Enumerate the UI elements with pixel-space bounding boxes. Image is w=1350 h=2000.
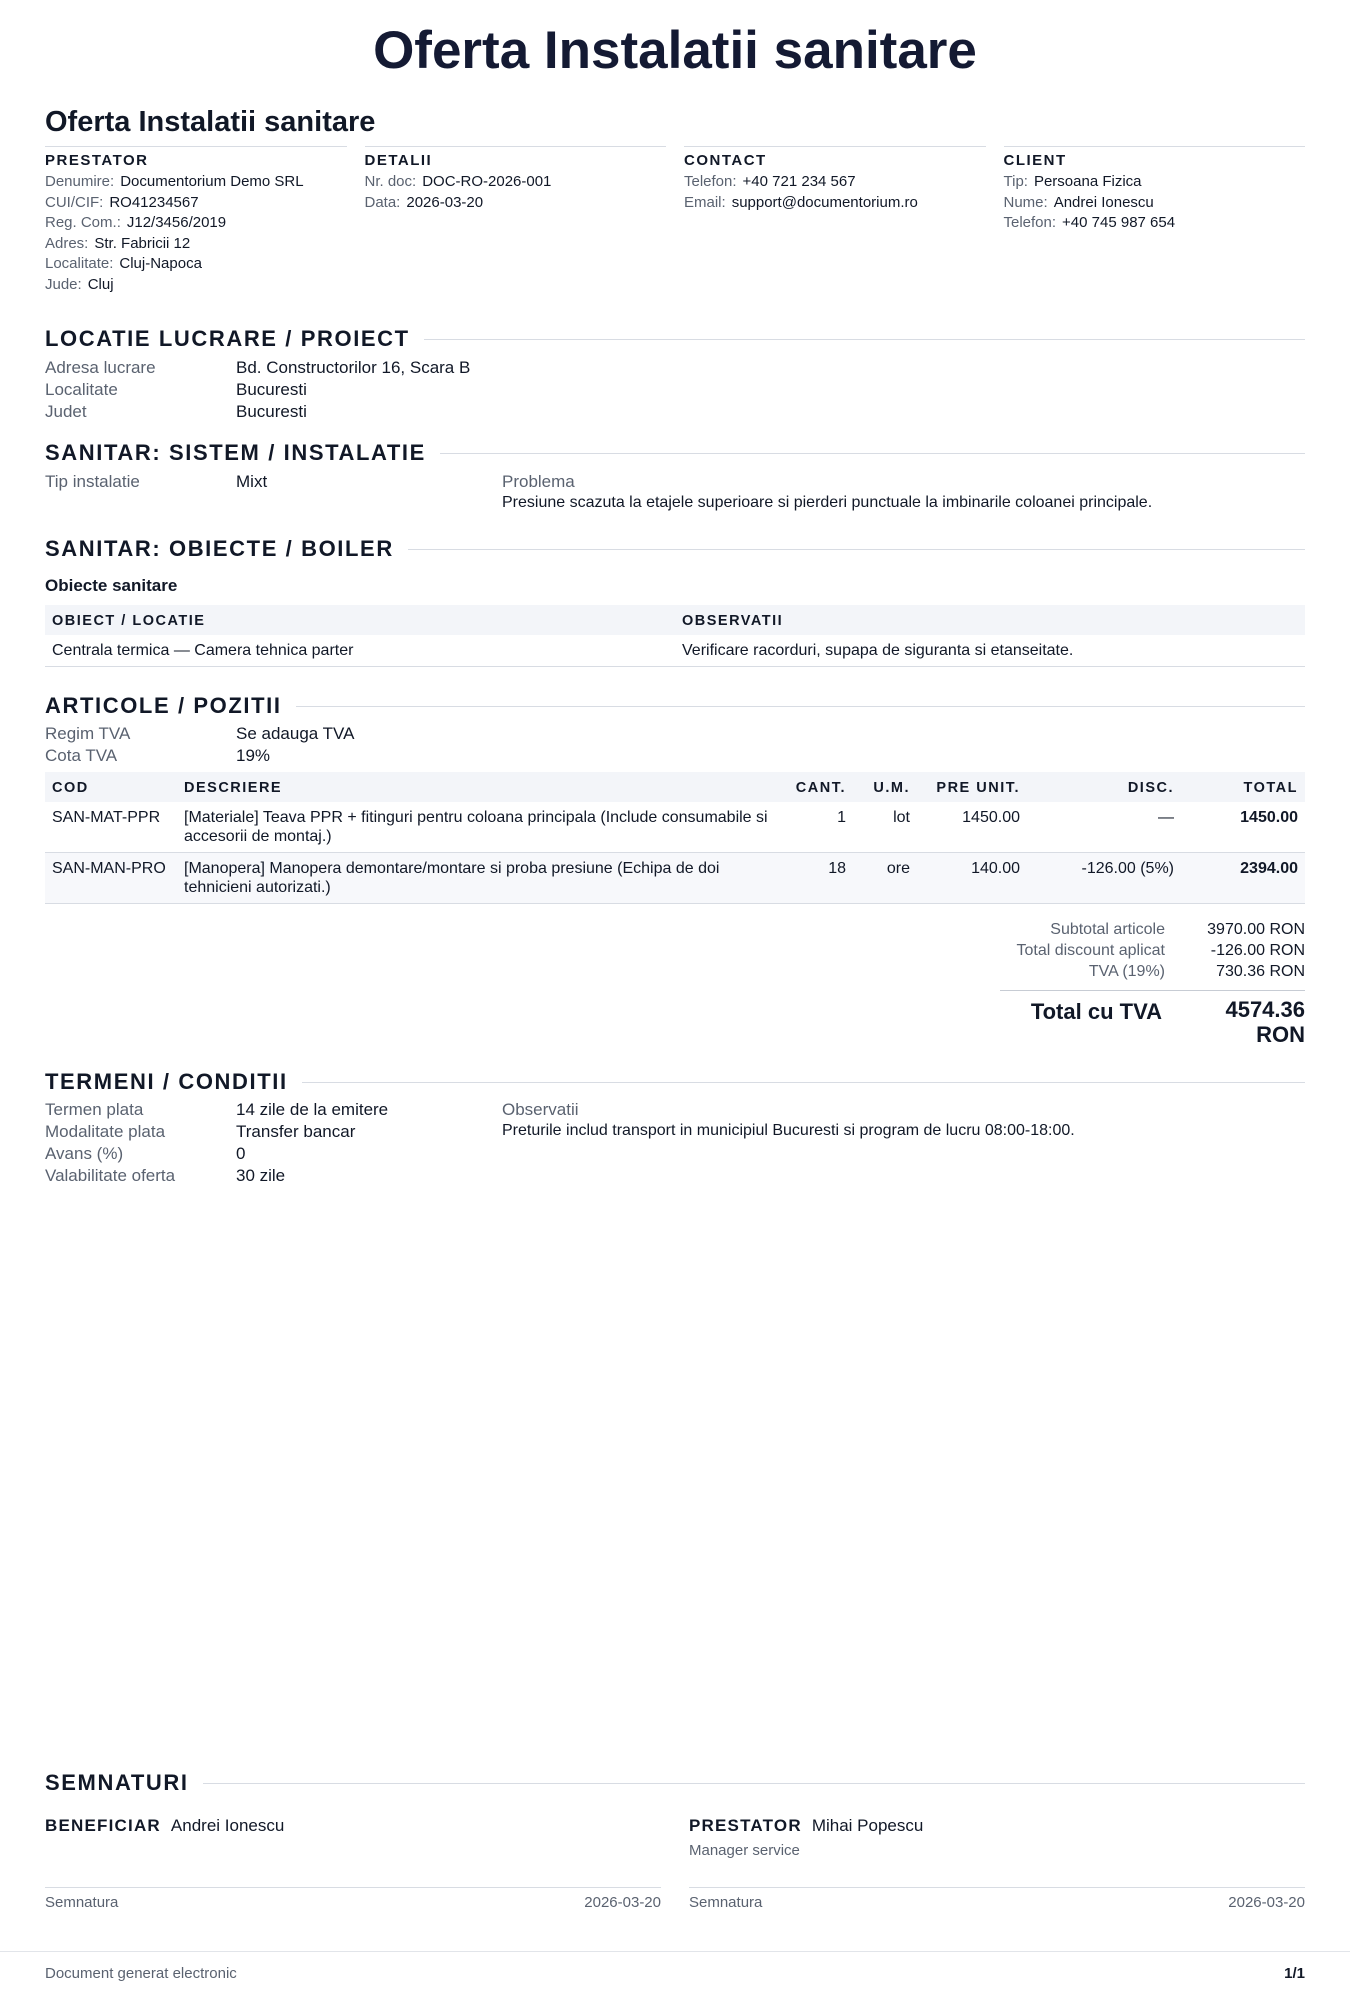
problem-label: Problema	[502, 472, 575, 491]
signature-name: Andrei Ionescu	[170, 1816, 285, 1835]
field-telefon: Telefon: +40 721 234 567	[684, 173, 856, 190]
terms-fields	[45, 1099, 1305, 1187]
observations-label: Observatii	[502, 1100, 579, 1119]
field-telefon-client: Telefon: +40 745 987 654	[1003, 214, 1176, 231]
cell-cod: SAN-MAN-PRO	[45, 853, 177, 904]
table-row	[45, 853, 1305, 904]
party-heading: DETALII	[364, 152, 433, 169]
party-detalii	[365, 146, 667, 295]
grand-total-label: Total cu TVA	[1030, 999, 1162, 1024]
col-header-cod: COD	[45, 772, 177, 802]
grand-total-value: 4574.36 RON	[1225, 997, 1305, 1047]
signature-prestator	[689, 1816, 1305, 1911]
party-heading: PRESTATOR	[45, 152, 149, 169]
page-number: 1/1	[1284, 1965, 1305, 1982]
terms-observations	[502, 1099, 1075, 1187]
field-nr-doc: Nr. doc: DOC-RO-2026-001	[364, 173, 552, 190]
table-header-row	[45, 605, 1305, 635]
doc-title: Oferta Instalatii sanitare	[45, 106, 376, 138]
field-judet: Jude: Cluj	[45, 275, 114, 293]
totals-row-subtotal: Subtotal articole 3970.00 RON	[1050, 921, 1305, 938]
cell-um: lot	[853, 802, 917, 853]
parties-block	[45, 146, 1305, 295]
system-problem	[502, 471, 1152, 513]
party-heading: CONTACT	[684, 152, 767, 169]
field-tip: Tip: Persoana Fizica	[1003, 173, 1142, 190]
signature-title: Manager service	[689, 1842, 800, 1859]
col-header-qty: CANT.	[779, 772, 853, 802]
totals-row-vat: TVA (19%) 730.36 RON	[1088, 963, 1305, 980]
cell-um: ore	[853, 853, 917, 904]
col-header-price: PRE UNIT.	[917, 772, 1027, 802]
divider	[203, 1783, 1305, 1784]
field-denumire: Denumire: Documentorium Demo SRL	[45, 173, 304, 190]
col-header: OBSERVATII	[675, 605, 1305, 635]
table-row	[45, 802, 1305, 853]
terms-list	[45, 1099, 502, 1187]
field-adresa: Adres: Str. Fabricii 12	[45, 234, 191, 252]
location-fields	[45, 357, 1305, 423]
field-cui: CUI/CIF: RO41234567	[45, 193, 199, 211]
field-nume: Nume: Andrei Ionescu	[1003, 193, 1154, 211]
footer-note: Document generat electronic	[45, 1965, 237, 1982]
vat-meta	[45, 723, 1305, 767]
signature-columns	[45, 1816, 1305, 1911]
divider	[296, 706, 1305, 707]
objects-subtitle: Obiecte sanitare	[45, 576, 178, 595]
cell-desc: [Manopera] Manopera demontare/montare si proba presiune (Echipa de doi tehnicieni autorizati.)	[177, 853, 779, 904]
grand-total-row	[1000, 990, 1305, 1047]
signatures-section	[45, 1770, 1305, 1911]
col-header-um: U.M.	[853, 772, 917, 802]
page-footer	[0, 1951, 1350, 1982]
section-objects-heading: SANITAR: OBIECTE / BOILER	[45, 536, 1305, 562]
cell-qty: 1	[779, 802, 853, 853]
cell-observation: Verificare racorduri, supapa de siguranta si etanseitate.	[675, 635, 1305, 667]
field-email: Email: support@documentorium.ro	[684, 193, 918, 211]
totals-block	[1000, 919, 1305, 1047]
party-prestator	[45, 146, 347, 295]
terms-row: Avans (%) 0	[45, 1144, 246, 1163]
totals-row-discount: Total discount aplicat -126.00 RON	[1016, 942, 1305, 959]
problem-value: Presiune scazuta la etajele superioare si pierderi punctuale la imbinarile coloanei principale.	[502, 494, 1153, 511]
field-data: Data: 2026-03-20	[364, 193, 484, 211]
signature-role: BENEFICIAR	[45, 1816, 161, 1835]
divider	[440, 453, 1305, 454]
system-type-row: Tip instalatie Mixt	[45, 472, 268, 491]
cell-object: Centrala termica — Camera tehnica parter	[45, 635, 675, 667]
party-contact	[684, 146, 986, 295]
cell-price: 1450.00	[917, 802, 1027, 853]
section-articles-heading: ARTICOLE / POZITII	[45, 693, 1305, 719]
cell-price: 140.00	[917, 853, 1027, 904]
divider	[424, 339, 1305, 340]
divider	[302, 1082, 1305, 1083]
signature-name: Mihai Popescu	[811, 1816, 924, 1835]
main-title: Oferta Instalatii sanitare	[373, 21, 977, 80]
party-client	[1004, 146, 1306, 295]
signature-role: PRESTATOR	[689, 1816, 802, 1835]
cell-cod: SAN-MAT-PPR	[45, 802, 177, 853]
location-row: Judet Bucuresti	[45, 402, 307, 421]
signature-line: Semnatura 2026-03-20	[689, 1887, 1305, 1911]
section-terms-heading: TERMENI / CONDITII	[45, 1069, 1305, 1095]
terms-row: Modalitate plata Transfer bancar	[45, 1122, 356, 1141]
signature-title	[45, 1842, 661, 1860]
col-header-total: TOTAL	[1181, 772, 1305, 802]
terms-row: Termen plata 14 zile de la emitere	[45, 1100, 389, 1119]
field-localitate: Localitate: Cluj-Napoca	[45, 255, 202, 272]
signature-beneficiar	[45, 1816, 661, 1911]
cell-disc: —	[1027, 802, 1181, 853]
system-fields	[45, 471, 1305, 513]
cell-qty: 18	[779, 853, 853, 904]
observations-value: Preturile includ transport in municipiul Bucuresti si program de lucru 08:00-18:00.	[502, 1122, 1075, 1139]
col-header-desc: DESCRIERE	[177, 772, 779, 802]
location-row: Localitate Bucuresti	[45, 380, 307, 399]
cell-total: 1450.00	[1181, 802, 1305, 853]
articles-table	[45, 772, 1305, 904]
col-header-disc: DISC.	[1027, 772, 1181, 802]
vat-row: Cota TVA 19%	[45, 746, 271, 765]
table-row	[45, 635, 1305, 667]
vat-row: Regim TVA Se adauga TVA	[45, 724, 355, 743]
section-location-heading: LOCATIE LUCRARE / PROIECT	[45, 326, 1305, 352]
document-page	[45, 0, 1305, 2000]
cell-desc: [Materiale] Teava PPR + fitinguri pentru coloana principala (Include consumabile si accesorii de montaj.)	[177, 802, 779, 853]
cell-total: 2394.00	[1181, 853, 1305, 904]
field-reg-com: Reg. Com.: J12/3456/2019	[45, 214, 227, 231]
objects-table	[45, 605, 1305, 667]
signature-line: Semnatura 2026-03-20	[45, 1887, 661, 1911]
location-row: Adresa lucrare Bd. Constructorilor 16, Scara B	[45, 358, 471, 377]
party-heading: CLIENT	[1003, 152, 1067, 169]
table-header-row	[45, 772, 1305, 802]
col-header: OBIECT / LOCATIE	[45, 605, 675, 635]
section-signatures-heading: SEMNATURI	[45, 1770, 1305, 1796]
section-system-heading: SANITAR: SISTEM / INSTALATIE	[45, 440, 1305, 466]
terms-row: Valabilitate oferta 30 zile	[45, 1166, 286, 1185]
divider	[408, 549, 1305, 550]
cell-disc: -126.00 (5%)	[1027, 853, 1181, 904]
